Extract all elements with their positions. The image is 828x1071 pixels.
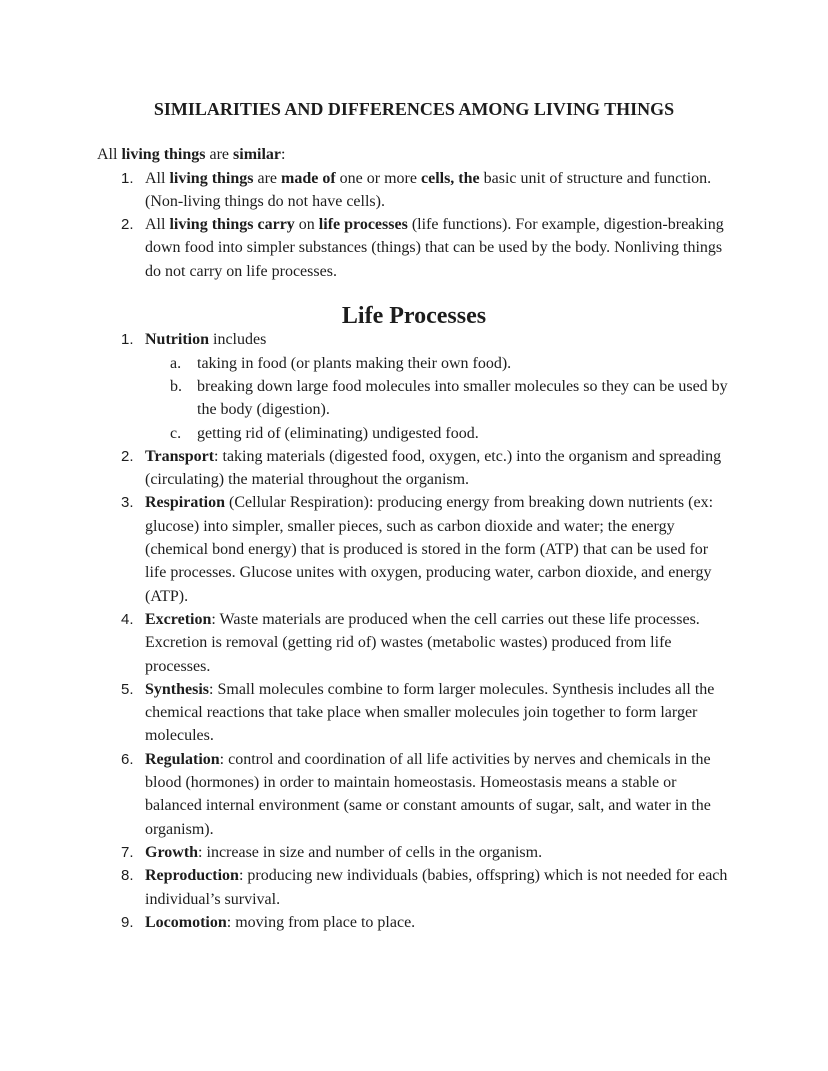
list-marker: 4.: [121, 610, 134, 628]
list-item-text: Growth: increase in size and number of cells in the organism.: [145, 843, 543, 861]
sub-list-item-text: taking in food (or plants making their own food).: [197, 354, 512, 372]
sub-list-marker: b.: [170, 377, 182, 395]
list-item-excretion: [97, 608, 731, 678]
sub-list-item: [145, 422, 731, 445]
document-title: SIMILARITIES AND DIFFERENCES AMONG LIVING THINGS: [153, 99, 675, 119]
list-item-respiration: [97, 491, 731, 607]
list-item: [97, 213, 731, 283]
list-item-text: Locomotion: moving from place to place.: [145, 913, 416, 931]
list-item-reproduction: [97, 864, 731, 911]
list-item-text: Transport: taking materials (digested food, oxygen, etc.) into the organism and spreading (circulating) the material throughout the organism.: [145, 447, 722, 489]
list-marker: 9.: [121, 913, 134, 931]
list-marker: 5.: [121, 680, 134, 698]
intro-paragraph: All living things are similar:: [97, 146, 286, 164]
section-heading: Life Processes: [341, 303, 487, 330]
list-item-nutrition: [97, 328, 731, 444]
sub-list-item: [145, 375, 731, 422]
list-marker: 7.: [121, 843, 134, 861]
sub-list-marker: a.: [170, 354, 182, 372]
list-item-text: Excretion: Waste materials are produced when the cell carries out these life processes. Excretion is removal (getting rid of) wastes (metabolic wastes) produced from life processes.: [145, 610, 700, 675]
list-marker: 2.: [121, 447, 134, 465]
list-item-synthesis: [97, 678, 731, 748]
sub-list-marker: c.: [170, 424, 182, 442]
similarities-list: [97, 167, 731, 283]
list-marker: 8.: [121, 867, 134, 885]
list-marker: 1.: [121, 331, 134, 349]
list-item-text: Reproduction: producing new individuals (babies, offspring) which is not needed for each individual’s survival.: [145, 867, 728, 908]
list-item-text: All living things carry on life processes (life functions). For example, digestion-breaking down food into simpler substances (things) that can be used by the body. Nonliving things do not carry on life processes.: [145, 216, 724, 280]
list-item: [97, 167, 731, 214]
sub-list-item-text: getting rid of (eliminating) undigested food.: [197, 424, 479, 442]
list-item-text: [145, 328, 731, 444]
list-item-text: Respiration (Cellular Respiration): producing energy from breaking down nutrients (ex: glucose) into simpler, smaller pieces, such as carbon dioxide and water; the energy (chemical bond energy) that is produced is stored in the form (ATP) that can be used for life processes. Glucose unites with oxygen, producing water, carbon dioxide, and energy (ATP).: [145, 494, 714, 605]
sub-list-item: [145, 352, 731, 375]
list-item-text: All living things are made of one or more cells, the basic unit of structure and function. (Non-living things do not have cells).: [145, 169, 712, 210]
list-item-transport: [97, 445, 731, 492]
list-marker: 6.: [121, 750, 134, 768]
list-item-regulation: [97, 748, 731, 841]
list-marker: 3.: [121, 494, 134, 512]
list-item-locomotion: [97, 911, 731, 934]
list-item-text: Synthesis: Small molecules combine to form larger molecules. Synthesis includes all the chemical reactions that take place when smaller molecules join together to form larger molecules.: [145, 680, 715, 745]
list-item-growth: [97, 841, 731, 864]
list-marker: 2.: [121, 216, 134, 234]
list-item-line: Nutrition includes: [145, 331, 267, 349]
life-processes-list: [97, 328, 731, 934]
list-marker: 1.: [121, 169, 134, 187]
list-item-text: Regulation: control and coordination of all life activities by nerves and chemicals in the blood (hormones) in order to maintain homeostasis. Homeostasis means a stable or balanced internal environment (same or constant amounts of sugar, salt, and water in the organism).: [145, 750, 711, 838]
sub-list-item-text: breaking down large food molecules into smaller molecules so they can be used by the body (digestion).: [197, 377, 728, 419]
